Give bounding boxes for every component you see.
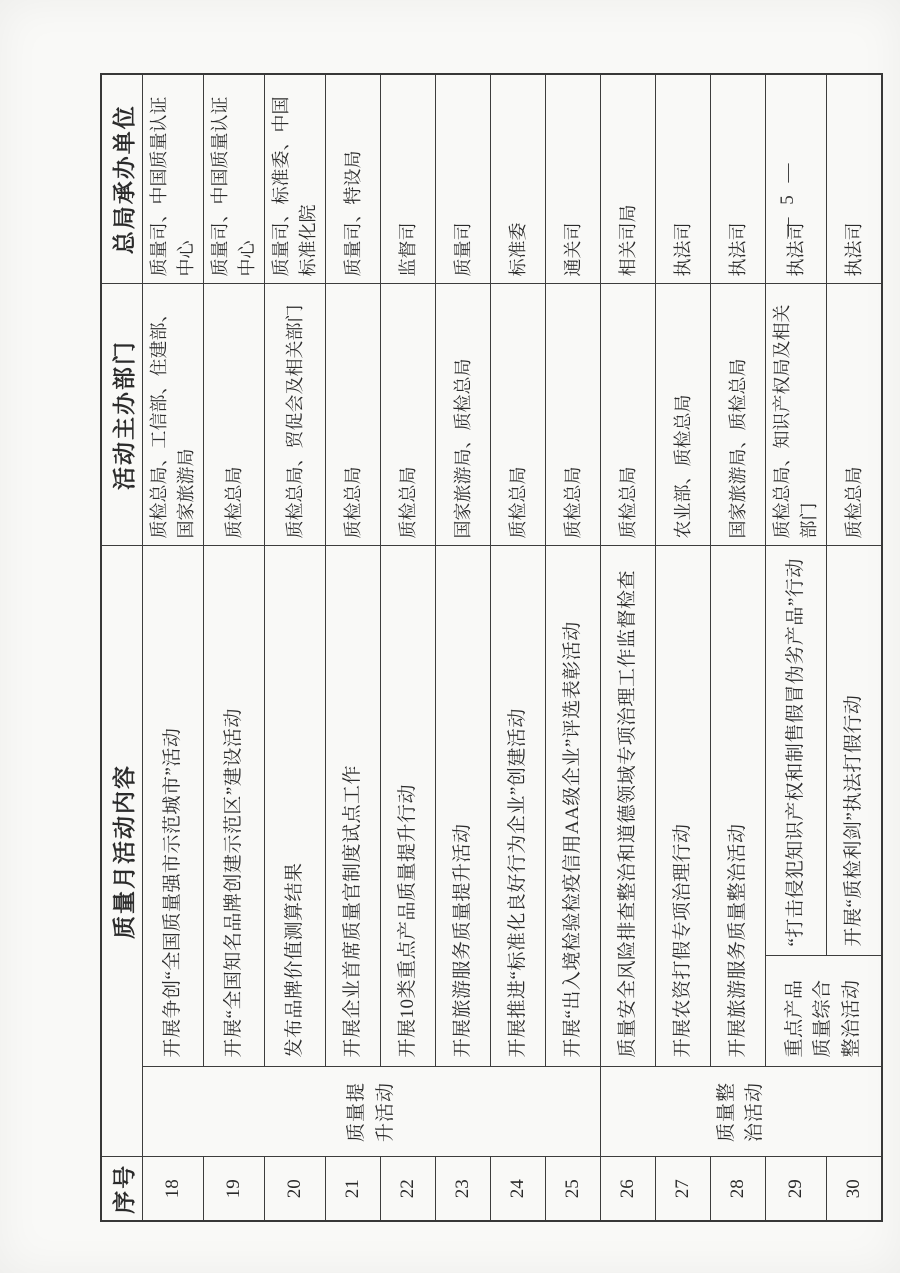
undertaker-cell: 执法司 xyxy=(711,74,766,284)
row-number-cell: 25 xyxy=(546,1157,601,1221)
sub-group-label-cell-key-products: 重点产品质量综合整治活动 xyxy=(766,956,883,1067)
row-number-cell: 19 xyxy=(204,1157,265,1221)
activity-cell: 开展“全国知名品牌创建示范区”建设活动 xyxy=(204,546,265,1067)
activity-cell: “打击侵犯知识产权和制售假冒伪劣产品”行动 xyxy=(766,546,827,956)
table-row xyxy=(491,74,546,1221)
table-row xyxy=(381,74,436,1221)
organizer-cell: 质检总局 xyxy=(326,284,381,546)
undertaker-cell: 执法司 xyxy=(656,74,711,284)
activity-cell: 开展争创“全国质量强市示范城市”活动 xyxy=(143,546,204,1067)
organizer-cell: 质检总局 xyxy=(827,284,883,546)
row-number-cell: 30 xyxy=(827,1157,883,1221)
organizer-cell: 农业部、质检总局 xyxy=(656,284,711,546)
table-row xyxy=(711,74,766,1221)
activity-cell: 开展“出入境检验检疫信用AA级企业”评选表彰活动 xyxy=(546,546,601,1067)
row-number-cell: 20 xyxy=(265,1157,326,1221)
row-number-cell: 22 xyxy=(381,1157,436,1221)
organizer-cell: 质检总局 xyxy=(204,284,265,546)
undertaker-cell: 执法司 xyxy=(827,74,883,284)
activity-cell: 发布品牌价值测算结果 xyxy=(265,546,326,1067)
activity-cell: 开展旅游服务质量提升活动 xyxy=(436,546,491,1067)
undertaker-cell: 执法司 xyxy=(766,74,827,284)
table-row xyxy=(546,74,601,1221)
header-row xyxy=(101,74,143,1221)
activity-cell: 开展企业首席质量官制度试点工作 xyxy=(326,546,381,1067)
column-header-index: 序号 xyxy=(101,1157,143,1221)
organizer-cell: 国家旅游局、质检总局 xyxy=(436,284,491,546)
activity-cell: 开展“质检利剑”执法打假行动 xyxy=(827,546,883,956)
undertaker-cell: 标准委 xyxy=(491,74,546,284)
organizer-cell: 国家旅游局、质检总局 xyxy=(711,284,766,546)
activity-cell: 开展农资打假专项治理行动 xyxy=(656,546,711,1067)
organizer-cell: 质检总局 xyxy=(491,284,546,546)
organizer-cell: 质检总局 xyxy=(546,284,601,546)
undertaker-cell: 通关司 xyxy=(546,74,601,284)
column-header-undertaker: 总局承办单位 xyxy=(101,74,143,284)
activity-cell: 开展旅游服务质量整治活动 xyxy=(711,546,766,1067)
undertaker-cell: 质量司、中国质量认证中心 xyxy=(143,74,204,284)
row-number-cell: 21 xyxy=(326,1157,381,1221)
undertaker-cell: 相关司局 xyxy=(601,74,656,284)
organizer-cell: 质检总局、工信部、住建部、国家旅游局 xyxy=(143,284,204,546)
undertaker-cell: 质量司、中国质量认证中心 xyxy=(204,74,265,284)
row-number-cell: 18 xyxy=(143,1157,204,1221)
organizer-cell: 质检总局、知识产权局及相关部门 xyxy=(766,284,827,546)
table-row xyxy=(601,74,656,1221)
table-row xyxy=(436,74,491,1221)
undertaker-cell: 质量司、特设局 xyxy=(326,74,381,284)
row-number-cell: 23 xyxy=(436,1157,491,1221)
activity-cell: 开展推进“标准化良好行为企业”创建活动 xyxy=(491,546,546,1067)
column-header-content: 质量月活动内容 xyxy=(101,546,143,1157)
table-row xyxy=(656,74,711,1221)
organizer-cell: 质检总局 xyxy=(381,284,436,546)
row-number-cell: 24 xyxy=(491,1157,546,1221)
undertaker-cell: 监督司 xyxy=(381,74,436,284)
page-number: — 5 — xyxy=(777,159,798,237)
group-label-cell-rectification: 质量整治活动 xyxy=(601,1067,883,1157)
organizer-cell: 质检总局、贸促会及相关部门 xyxy=(265,284,326,546)
table-row xyxy=(326,74,381,1221)
activity-cell: 质量安全风险排查整治和道德领域专项治理工作监督检查 xyxy=(601,546,656,1067)
undertaker-cell: 质量司、标准委、中国标准化院 xyxy=(265,74,326,284)
table-row xyxy=(204,74,265,1221)
organizer-cell: 质检总局 xyxy=(601,284,656,546)
row-number-cell: 26 xyxy=(601,1157,656,1221)
undertaker-cell: 质量司 xyxy=(436,74,491,284)
row-number-cell: 27 xyxy=(656,1157,711,1221)
activity-cell: 开展10类重点产品质量提升行动 xyxy=(381,546,436,1067)
table-row xyxy=(265,74,326,1221)
quality-month-activities-table xyxy=(100,73,883,1222)
column-header-organizer: 活动主办部门 xyxy=(101,284,143,546)
group-label-cell-improvement: 质量提升活动 xyxy=(143,1067,601,1157)
row-number-cell: 29 xyxy=(766,1157,827,1221)
row-number-cell: 28 xyxy=(711,1157,766,1221)
table-row xyxy=(143,74,204,1221)
